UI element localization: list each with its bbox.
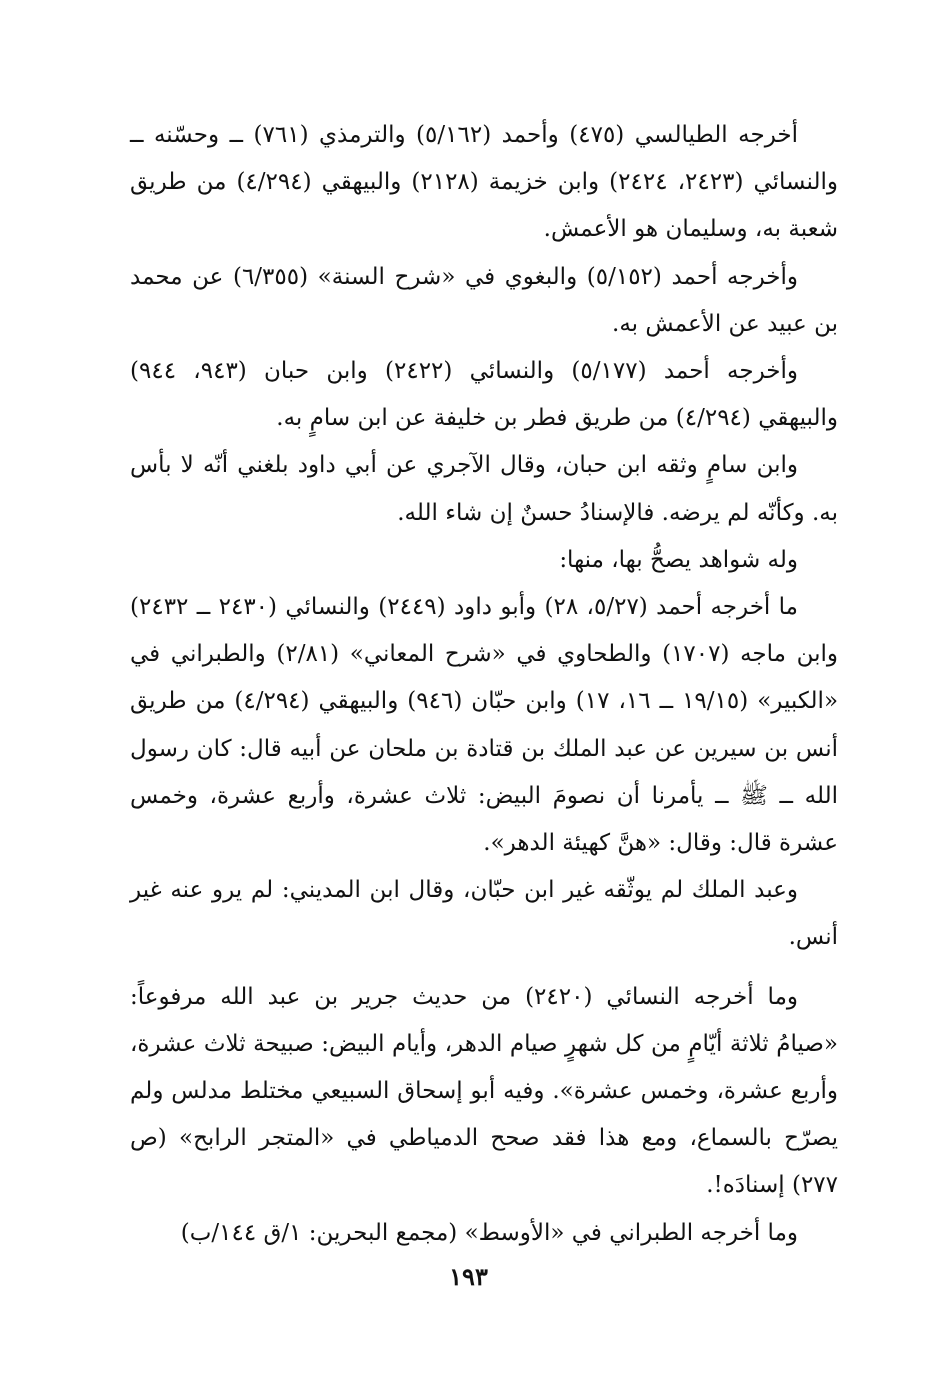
paragraph-takhrij-ahmad-baghawi: وأخرجه أحمد (٥/١٥٢) والبغوي في «شرح السنة» (٦/٣٥٥) عن محمد بن عبيد عن الأعمش به. bbox=[130, 263, 838, 337]
paragraph-tabarani-awsat: وما أخرجه الطبراني في «الأوسط» (مجمع البحرين: ١/ق ١٤٤/ب) bbox=[180, 1219, 798, 1246]
paragraph-shawahid: وله شواهد يصحُّ بها، منها: bbox=[559, 546, 798, 573]
body-text bbox=[130, 112, 838, 1257]
paragraph-hadith-jarir: وما أخرجه النسائي (٢٤٢٠) من حديث جرير بن عبد الله مرفوعاً: «صيامُ ثلاثة أيّامٍ من كل شهرٍ صيام الدهر، وأيام البيض: صبيحة ثلاث عشرة، وأربع عشرة، وخمس عشرة». وفيه أبو إسحاق السبيعي مختلط مدلس ولم يصرّح بالسماع، ومع هذا فقد صحح الدمياطي في «المتجر الرابح» (ص ٢٧٧) إسنادَه!. bbox=[130, 983, 838, 1199]
paragraph-takhrij-fitr: وأخرجه أحمد (٥/١٧٧) والنسائي (٢٤٢٢) وابن حبان (٩٤٣، ٩٤٤) والبيهقي (٤/٢٩٤) من طريق فطر بن خليفة عن ابن سامٍ به. bbox=[130, 358, 838, 432]
paragraph-takhrij-tayalisi: أخرجه الطيالسي (٤٧٥) وأحمد (٥/١٦٢) والترمذي (٧٦١) ــ وحسّنه ــ والنسائي (٢٤٢٣، ٢٤٢٤) وابن خزيمة (٢١٢٨) والبيهقي (٤/٢٩٤) من طريق شعبة به، وسليمان هو الأعمش. bbox=[130, 122, 838, 243]
paragraph-hadith-qatada: ما أخرجه أحمد (٥/٢٧، ٢٨) وأبو داود (٢٤٤٩) والنسائي (٢٤٣٠ ــ ٢٤٣٢) وابن ماجه (١٧٠٧) والطحاوي في «شرح المعاني» (٢/٨١) والطبراني في «الكبير» (١٩/١٥ ــ ١٦، ١٧) وابن حبّان (٩٤٦) والبيهقي (٤/٢٩٤) من طريق أنس بن سيرين عن عبد الملك بن قتادة بن ملحان عن أبيه قال: كان رسول الله ــ ﷺ ــ يأمرنا أن نصومَ البيض: ثلاث عشرة، وأربع عشرة، وخمس عشرة قال: وقال: «هنَّ كهيئة الدهر». bbox=[130, 594, 839, 857]
paragraph-abd-al-malik: وعبد الملك لم يوثّقه غير ابن حبّان، وقال ابن المديني: لم يرو عنه غير أنس. bbox=[130, 877, 838, 951]
page-number: ١٩٣ bbox=[449, 1262, 488, 1291]
paragraph-ibn-sam: وابن سامٍ وثقه ابن حبان، وقال الآجري عن أبي داود بلغني أنّه لا بأس به. وكأنّه لم يرضه. فالإسنادُ حسنٌ إن شاء الله. bbox=[130, 452, 838, 526]
